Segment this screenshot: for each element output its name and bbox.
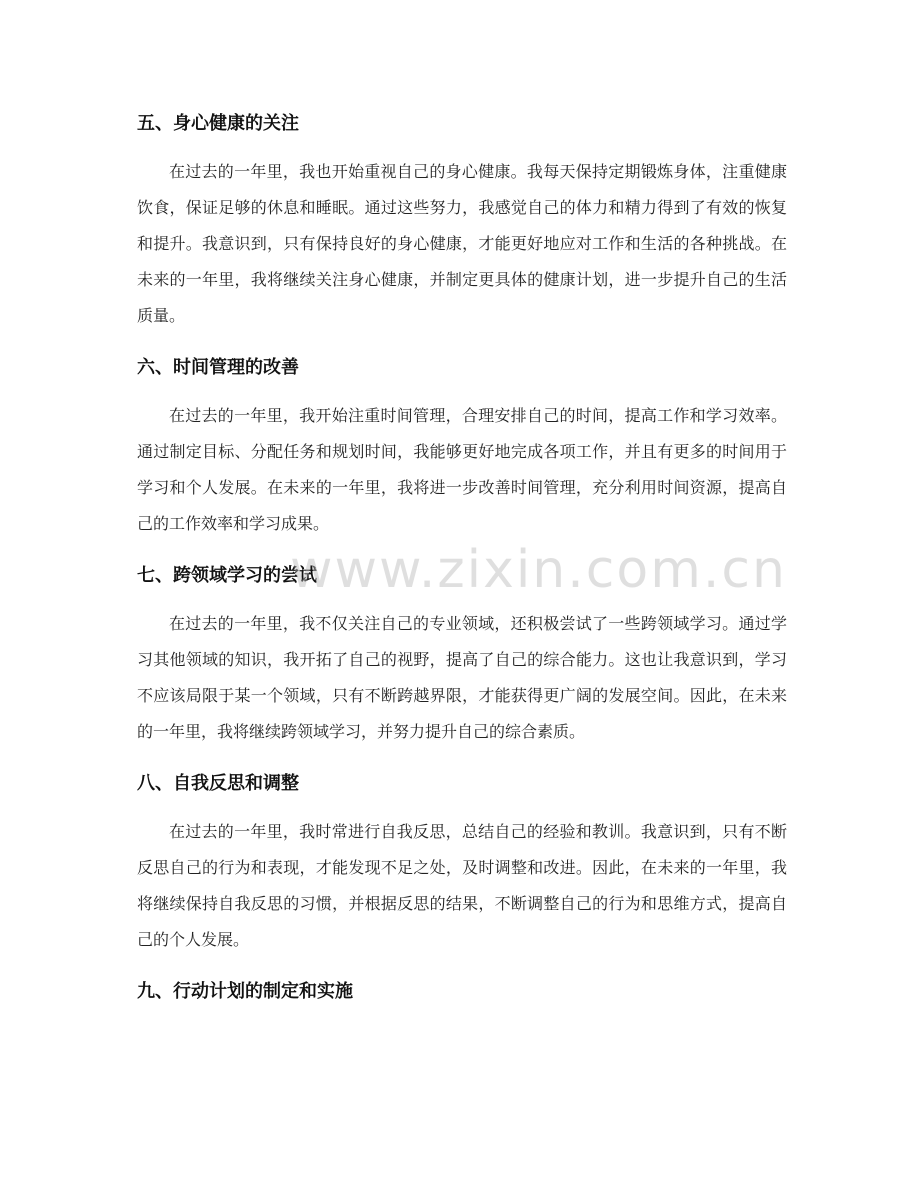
section-heading-cross-domain: 七、跨领域学习的尝试 (137, 565, 317, 586)
section-body-cross-domain: 在过去的一年里，我不仅关注自己的专业领域，还积极尝试了一些跨领域学习。通过学习其他领域的知识，我开拓了自己的视野，提高了自己的综合能力。这也让我意识到，学习不应该局限于某一个领域，只有不断跨越界限，才能获得更广阔的发展空间。因此，在未来的一年里，我将继续跨领域学习，并努力提升自己的综合素质。 (137, 614, 787, 741)
section-heading-action-plan: 九、行动计划的制定和实施 (137, 981, 353, 1002)
section-heading-self-reflection: 八、自我反思和调整 (137, 773, 299, 794)
section-body-self-reflection: 在过去的一年里，我时常进行自我反思，总结自己的经验和教训。我意识到，只有不断反思自己的行为和表现，才能发现不足之处，及时调整和改进。因此，在未来的一年里，我将继续保持自我反思的习惯，并根据反思的结果，不断调整自己的行为和思维方式，提高自己的个人发展。 (137, 822, 787, 949)
watermark: www.zixin.com.cn (290, 540, 787, 600)
section-body-health: 在过去的一年里，我也开始重视自己的身心健康。我每天保持定期锻炼身体，注重健康饮食，保证足够的休息和睡眠。通过这些努力，我感觉自己的体力和精力得到了有效的恢复和提升。我意识到，只有保持良好的身心健康，才能更好地应对工作和生活的各种挑战。在未来的一年里，我将继续关注身心健康，并制定更具体的健康计划，进一步提升自己的生活质量。 (137, 162, 787, 325)
document-content (137, 104, 787, 1012)
section-heading-health: 五、身心健康的关注 (137, 113, 299, 134)
section-heading-time-management: 六、时间管理的改善 (137, 357, 299, 378)
section-body-time-management: 在过去的一年里，我开始注重时间管理，合理安排自己的时间，提高工作和学习效率。通过制定目标、分配任务和规划时间，我能够更好地完成各项工作，并且有更多的时间用于学习和个人发展。在未来的一年里，我将进一步改善时间管理，充分利用时间资源，提高自己的工作效率和学习成果。 (137, 406, 787, 533)
